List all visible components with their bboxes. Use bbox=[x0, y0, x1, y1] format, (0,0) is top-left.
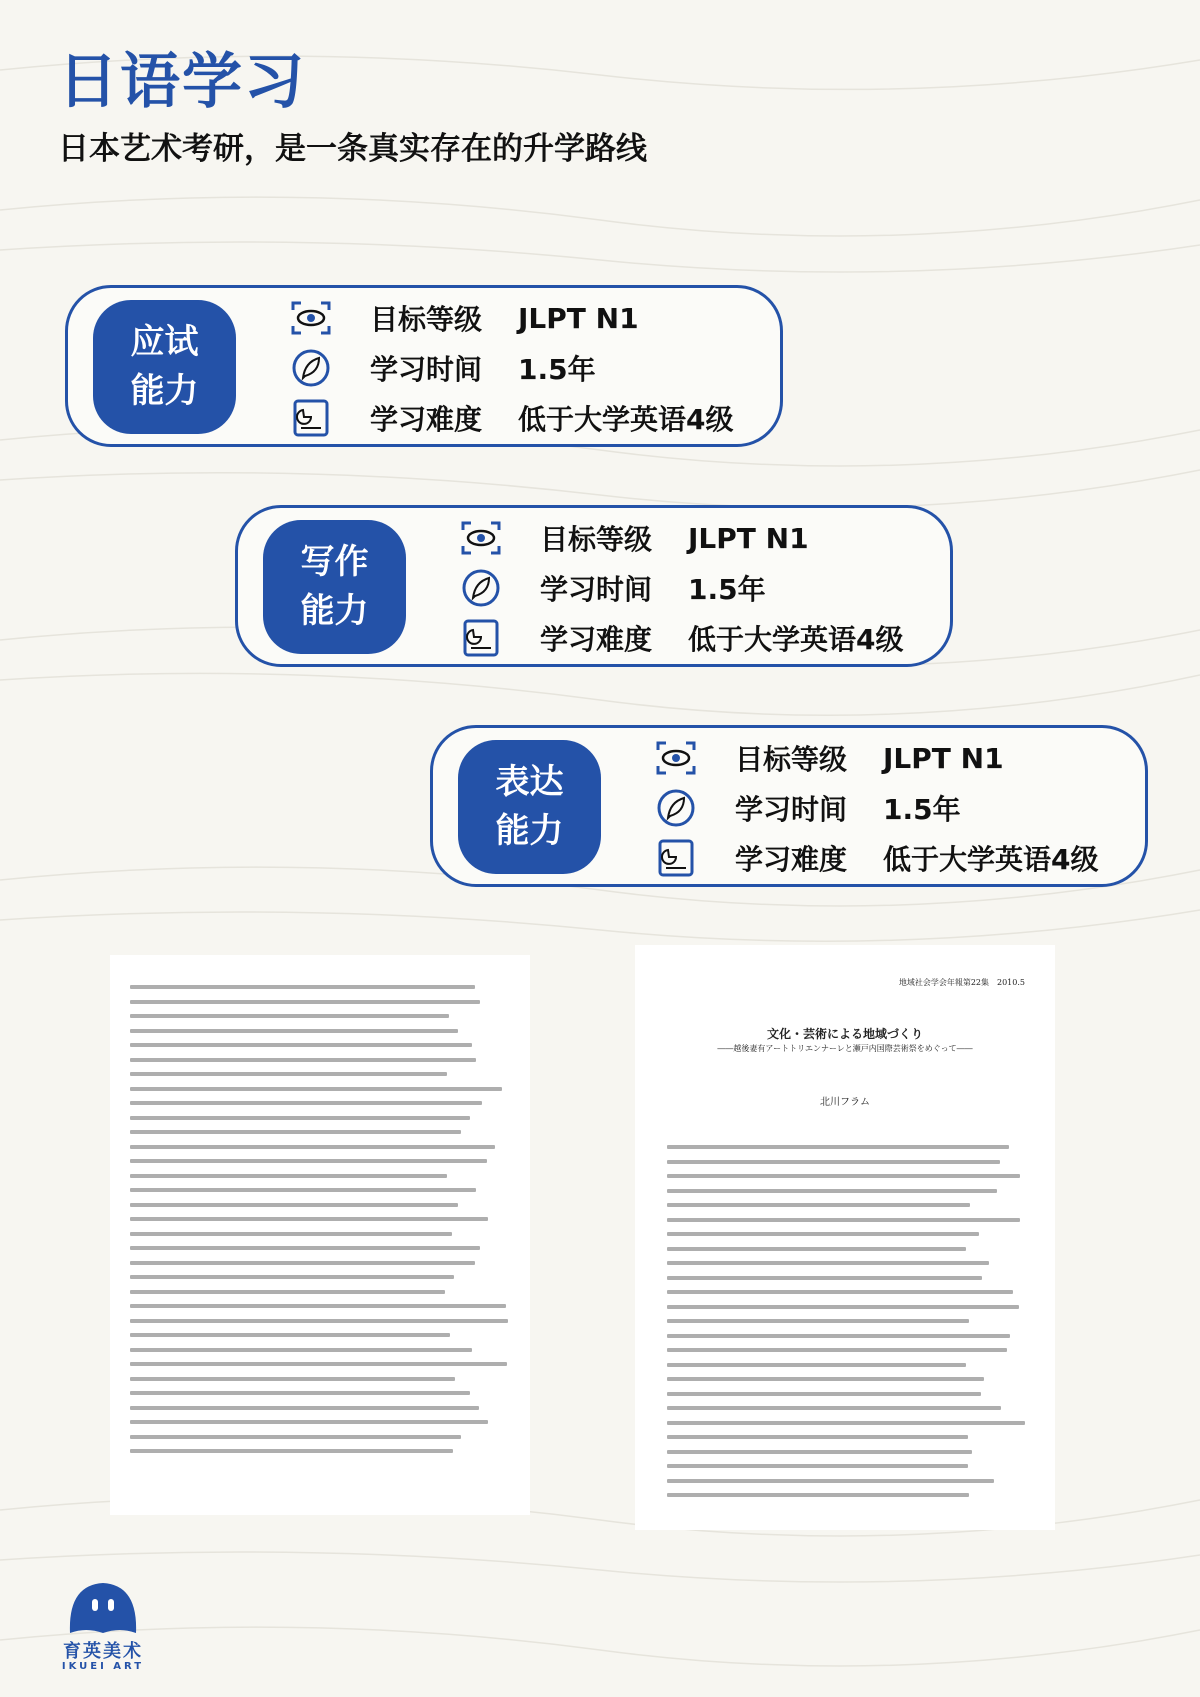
skill-card-writing bbox=[235, 505, 953, 667]
row-target-level bbox=[653, 736, 1004, 780]
scan-text-line bbox=[130, 1362, 507, 1366]
scan-text-line bbox=[130, 1391, 470, 1395]
scan-text-line bbox=[130, 1290, 445, 1294]
row-label: 学习难度 bbox=[735, 843, 848, 876]
row-label: 目标等级 bbox=[540, 523, 653, 556]
row-label: 学习难度 bbox=[370, 403, 483, 436]
scan-text-line bbox=[130, 1333, 450, 1337]
scan-text-line bbox=[667, 1174, 1020, 1178]
scan-text-line bbox=[130, 1232, 452, 1236]
row-label: 目标等级 bbox=[370, 303, 483, 336]
row-label: 目标等级 bbox=[735, 743, 848, 776]
scan-text-line bbox=[667, 1160, 1000, 1164]
mascot-icon bbox=[58, 1575, 148, 1635]
row-value: JLPT N1 bbox=[883, 741, 1004, 775]
badge-line2: 能力 bbox=[495, 811, 564, 851]
scan-text-line bbox=[130, 1159, 487, 1163]
chart-note-icon bbox=[458, 616, 504, 660]
scan-text-line bbox=[667, 1276, 982, 1280]
scan-text-line bbox=[667, 1319, 969, 1323]
scan-text-line bbox=[130, 1029, 458, 1033]
badge-line1: 写作 bbox=[300, 541, 369, 582]
scan-text-line bbox=[130, 1449, 453, 1453]
scan-text-line bbox=[130, 1072, 447, 1076]
scan-text-line bbox=[667, 1218, 1020, 1222]
scan-text-line bbox=[667, 1392, 981, 1396]
scan-text-line bbox=[130, 1130, 461, 1134]
row-value: JLPT N1 bbox=[688, 521, 809, 555]
scan-text-line bbox=[130, 985, 475, 989]
scan-text-line bbox=[130, 1014, 449, 1018]
skill-badge bbox=[263, 520, 406, 654]
badge-line2: 能力 bbox=[130, 371, 199, 411]
scan-text-line bbox=[130, 1058, 476, 1062]
row-value: 1.5年 bbox=[883, 793, 961, 826]
paper-header-info: 地域社会学会年報第22集 2010.5 bbox=[898, 978, 1025, 987]
scan-text-line bbox=[130, 1203, 458, 1207]
scan-text-line bbox=[130, 1043, 472, 1047]
skill-badge bbox=[93, 300, 236, 434]
row-label: 学习难度 bbox=[540, 623, 653, 656]
scan-text-line bbox=[667, 1232, 979, 1236]
row-value: JLPT N1 bbox=[518, 301, 639, 335]
scan-text-line bbox=[667, 1348, 1007, 1352]
row-study-time bbox=[653, 786, 961, 830]
scan-text-line bbox=[667, 1493, 969, 1497]
scan-text-line bbox=[130, 1217, 488, 1221]
scan-text-line bbox=[130, 1435, 461, 1439]
paper-page-scan bbox=[635, 945, 1055, 1530]
page-subtitle: 日本艺术考研，是一条真实存在的升学路线 bbox=[58, 131, 647, 167]
row-difficulty bbox=[458, 616, 904, 660]
scan-text-line bbox=[667, 1290, 1013, 1294]
scan-text-line bbox=[667, 1363, 966, 1367]
eye-icon bbox=[458, 516, 504, 560]
paper-author: 北川フラム bbox=[820, 1097, 870, 1108]
leaf-icon bbox=[288, 346, 334, 390]
scan-text-line bbox=[667, 1421, 1025, 1425]
row-value: 1.5年 bbox=[688, 573, 766, 606]
logo-text: 育英美术 bbox=[63, 1641, 143, 1662]
skill-card-exam bbox=[65, 285, 783, 447]
row-value: 低于大学英语4级 bbox=[518, 403, 734, 436]
row-value: 1.5年 bbox=[518, 353, 596, 386]
row-difficulty bbox=[653, 836, 1099, 880]
scan-text-line bbox=[130, 1304, 506, 1308]
paper-title: 文化・芸術による地域づくり bbox=[766, 1027, 923, 1041]
badge-line2: 能力 bbox=[300, 591, 369, 631]
skill-card-expression bbox=[430, 725, 1148, 887]
leaf-icon bbox=[653, 786, 699, 830]
scan-text-line bbox=[130, 1275, 454, 1279]
badge-line1: 应试 bbox=[130, 321, 199, 362]
row-target-level bbox=[288, 296, 639, 340]
eye-icon bbox=[288, 296, 334, 340]
skill-badge bbox=[458, 740, 601, 874]
scan-text-line bbox=[667, 1145, 1009, 1149]
scan-text-line bbox=[130, 1116, 470, 1120]
scan-text-line bbox=[667, 1450, 972, 1454]
leaf-icon bbox=[458, 566, 504, 610]
scan-text-line bbox=[130, 1174, 447, 1178]
row-label: 学习时间 bbox=[370, 353, 483, 386]
scan-text-line bbox=[667, 1261, 989, 1265]
exam-page-scan bbox=[110, 955, 530, 1515]
row-value: 低于大学英语4级 bbox=[883, 843, 1099, 876]
row-study-time bbox=[458, 566, 766, 610]
scan-text-line bbox=[667, 1203, 970, 1207]
scan-text-line bbox=[130, 1087, 502, 1091]
scan-text-line bbox=[667, 1305, 1019, 1309]
chart-note-icon bbox=[653, 836, 699, 880]
badge-line1: 表达 bbox=[495, 761, 564, 802]
scan-text-line bbox=[667, 1377, 984, 1381]
row-label: 学习时间 bbox=[540, 573, 653, 606]
scan-text-line bbox=[130, 1319, 508, 1323]
scan-text-line bbox=[130, 1101, 482, 1105]
scan-text-line bbox=[130, 1000, 480, 1004]
row-value: 低于大学英语4级 bbox=[688, 623, 904, 656]
row-study-time bbox=[288, 346, 596, 390]
scan-text-line bbox=[130, 1406, 479, 1410]
scan-text-line bbox=[130, 1145, 495, 1149]
row-label: 学习时间 bbox=[735, 793, 848, 826]
eye-icon bbox=[653, 736, 699, 780]
scan-text-line bbox=[667, 1479, 994, 1483]
scan-text-line bbox=[130, 1188, 476, 1192]
scan-text-line bbox=[667, 1406, 1001, 1410]
logo-subtext: IKUEI ART bbox=[61, 1661, 145, 1672]
page-title: 日语学习 bbox=[58, 47, 306, 117]
scan-text-line bbox=[667, 1247, 966, 1251]
scan-text-line bbox=[130, 1420, 488, 1424]
scan-text-line bbox=[130, 1246, 480, 1250]
chart-note-icon bbox=[288, 396, 334, 440]
row-difficulty bbox=[288, 396, 734, 440]
scan-text-line bbox=[130, 1348, 472, 1352]
scan-text-line bbox=[667, 1189, 997, 1193]
scan-text-line bbox=[667, 1334, 1010, 1338]
row-target-level bbox=[458, 516, 809, 560]
brand-logo bbox=[58, 1575, 148, 1675]
scan-text-line bbox=[667, 1435, 968, 1439]
scan-text-line bbox=[667, 1464, 968, 1468]
scan-text-line bbox=[130, 1261, 475, 1265]
paper-subtitle: ――越後妻有アートトリエンナーレと瀬戸内国際芸術祭をめぐって―― bbox=[717, 1044, 973, 1053]
scan-text-line bbox=[130, 1377, 455, 1381]
